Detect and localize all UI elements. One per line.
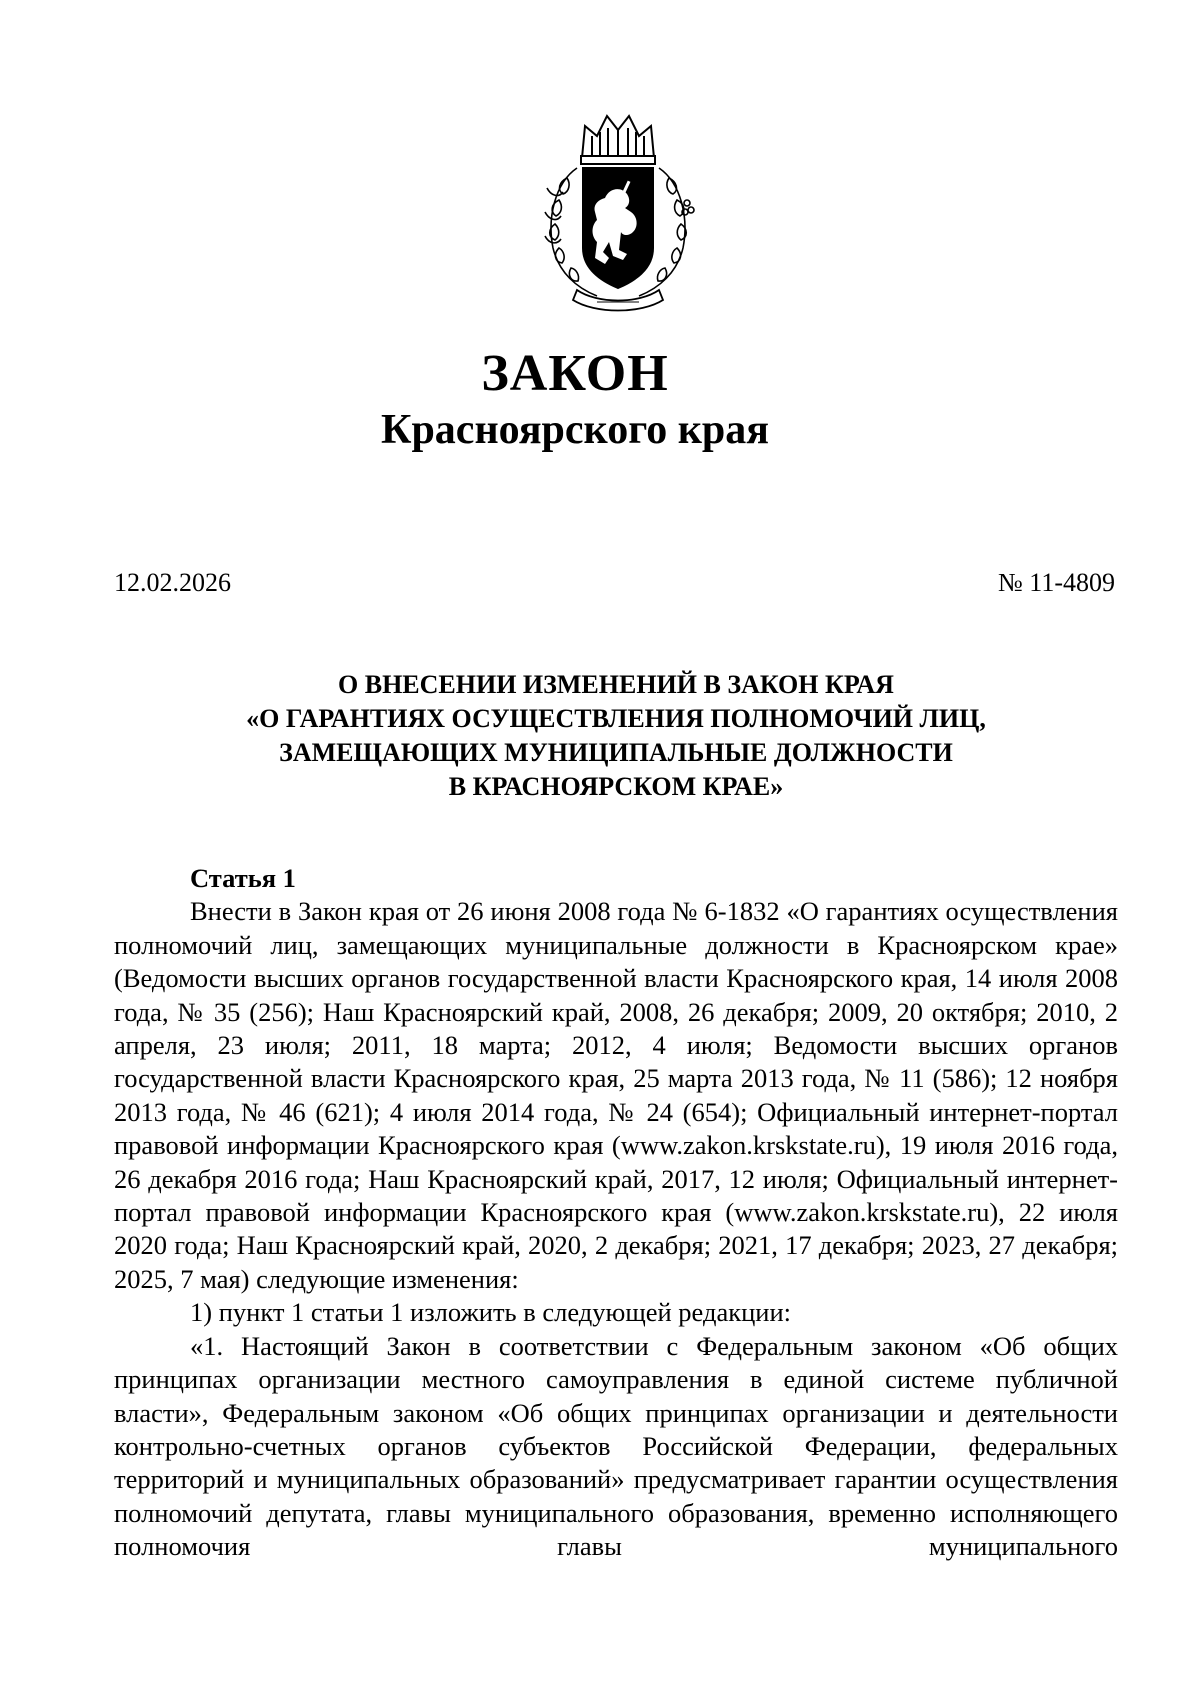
article-paragraph: 1) пункт 1 статьи 1 изложить в следующей редакции: xyxy=(190,1297,791,1328)
law-heading xyxy=(114,668,1118,804)
article-paragraph: «1. Настоящий Закон в соответствии с Федеральным законом «Об общих принципах организации местного самоуправления в единой системе публичной власти», Федеральным законом «Об общих принципах организации и деятельности контрольно-счетных органов субъектов Российской Федерации, федеральных территорий и муниципальных образований» предусматривает гарантии осуществления полномочий депутата, главы муниципального образования, временно исполняющего полномочия главы муниципального xyxy=(114,1330,1118,1562)
article-title: Статья 1 xyxy=(190,863,296,893)
document-type-title: ЗАКОН xyxy=(481,345,669,402)
law-heading-line: В КРАСНОЯРСКОМ КРАЕ» xyxy=(448,772,784,801)
law-heading-line: О ВНЕСЕНИИ ИЗМЕНЕНИЙ В ЗАКОН КРАЯ xyxy=(338,670,894,699)
issuing-region-subtitle: Красноярского края xyxy=(380,407,770,453)
document-number: № 11-4809 xyxy=(998,568,1115,597)
law-heading-line: «О ГАРАНТИЯХ ОСУЩЕСТВЛЕНИЯ ПОЛНОМОЧИЙ ЛИЦ, xyxy=(246,704,986,733)
article-paragraph: Внести в Закон края от 26 июня 2008 года № 6-1832 «О гарантиях осуществления полномочий лиц, замещающих муниципальные должности в Красноярском крае» (Ведомости высших органов государственной власти Красноярского края, 14 июля 2008 года, № 35 (256); Наш Красноярский край, 2008, 26 декабря; 2009, 20 октября; 2010, 2 апреля, 23 июля; 2011, 18 марта; 2012, 4 июля; Ведомости высших органов государственной власти Красноярского края, 25 марта 2013 года, № 11 (586); 12 ноября 2013 года, № 46 (621); 4 июля 2014 года, № 24 (654); Официальный интернет-портал правовой информации Красноярского края (www.zakon.krskstate.ru), 19 июля 2016 года, 26 декабря 2016 года; Наш Красноярский край, 2017, 12 июля; Официальный интернет-портал правовой информации Красноярского края (www.zakon.krskstate.ru), 22 июля 2020 года; Наш Красноярский край, 2020, 2 декабря; 2021, 17 декабря; 2023, 27 декабря; 2025, 7 мая) следующие изменения: xyxy=(114,896,1118,1294)
law-heading-line: ЗАМЕЩАЮЩИХ МУНИЦИПАЛЬНЫЕ ДОЛЖНОСТИ xyxy=(279,738,953,767)
coat-of-arms-icon xyxy=(537,108,699,318)
article-body xyxy=(114,862,1118,1564)
document-date: 12.02.2026 xyxy=(114,568,231,597)
